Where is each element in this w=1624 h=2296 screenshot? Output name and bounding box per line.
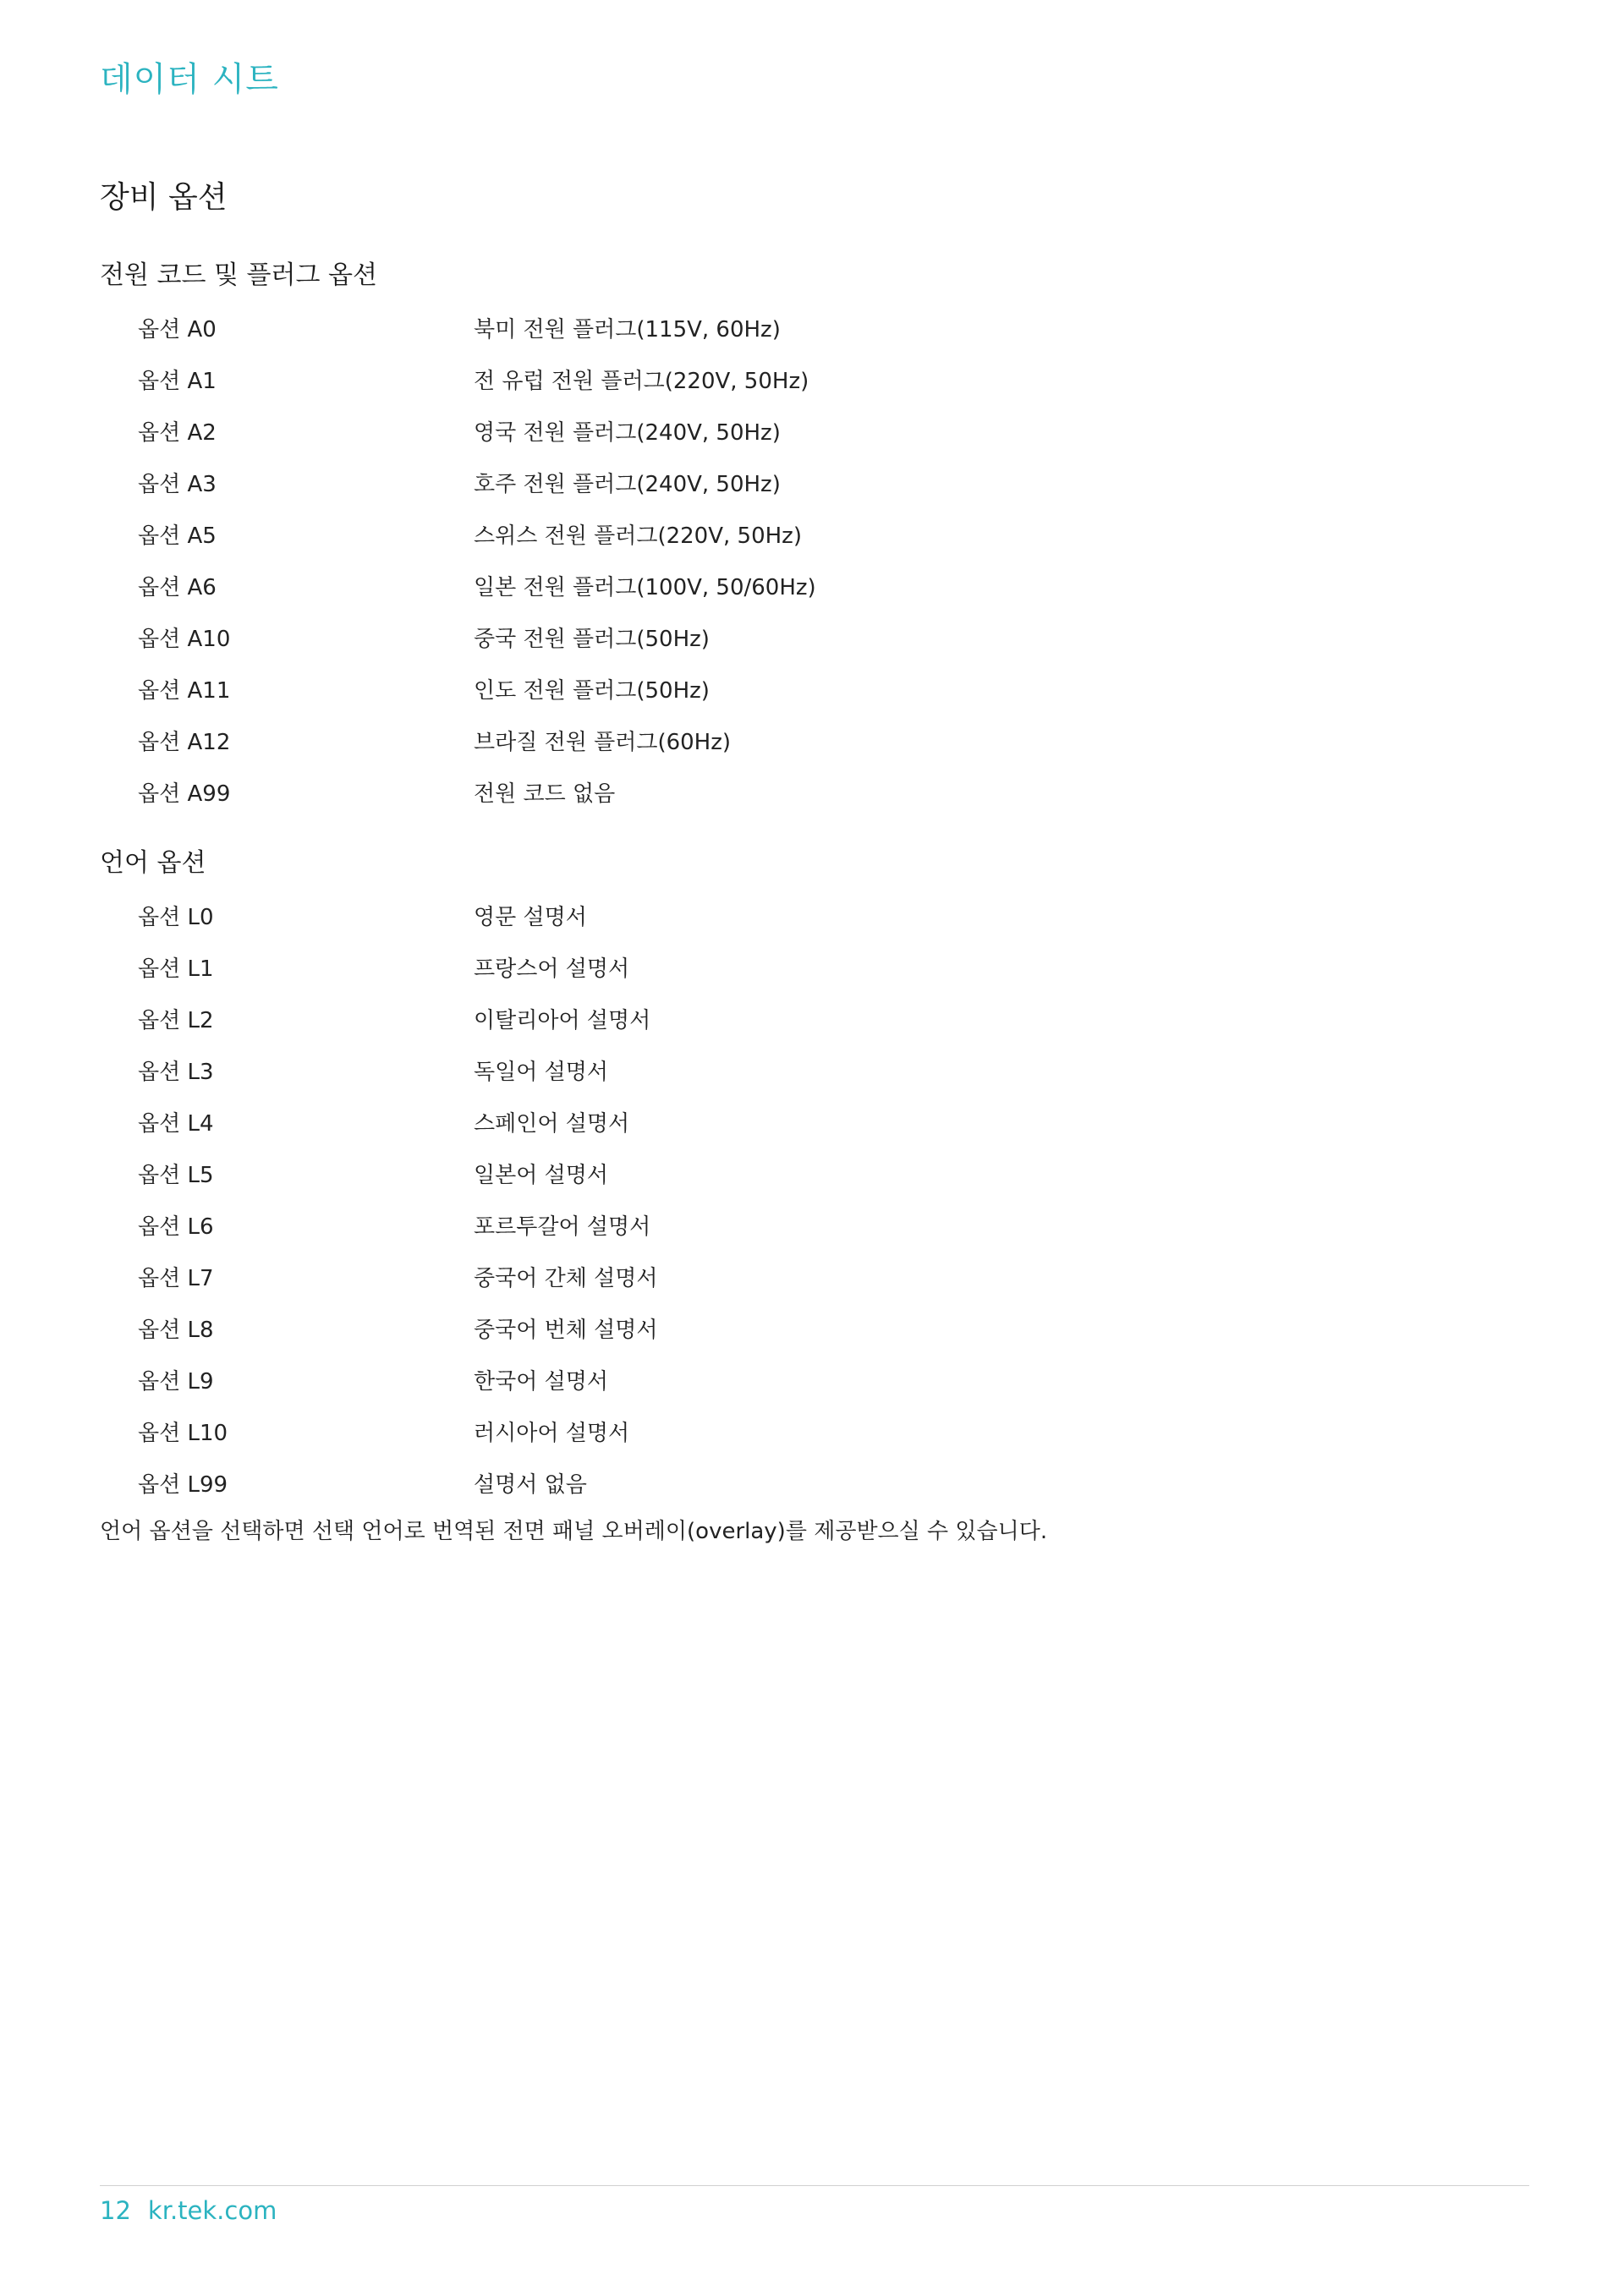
list-item (138, 1096, 1491, 1148)
option-description: 영국 전원 플러그(240V, 50Hz) (474, 420, 781, 446)
option-code: 옵션 L99 (138, 1472, 228, 1498)
subsection-title-power-options: 전원 코드 및 플러그 옵션 (100, 260, 377, 290)
list-item (138, 560, 1491, 611)
option-description: 독일어 설명서 (474, 1060, 608, 1085)
option-code: 옵션 L4 (138, 1111, 214, 1137)
list-item (138, 1354, 1491, 1406)
list-item (138, 405, 1491, 457)
option-code: 옵션 A5 (138, 523, 217, 549)
option-code: 옵션 L7 (138, 1266, 214, 1291)
option-description: 중국 전원 플러그(50Hz) (474, 627, 710, 652)
option-description: 스페인어 설명서 (474, 1111, 630, 1137)
section-title-equipment-options: 장비 옵션 (100, 180, 228, 215)
option-code: 옵션 L8 (138, 1318, 214, 1343)
option-code: 옵션 L10 (138, 1421, 228, 1446)
list-item (138, 1406, 1491, 1457)
option-description: 중국어 간체 설명서 (474, 1266, 658, 1291)
list-item (138, 663, 1491, 715)
list-item (138, 941, 1491, 993)
list-item (138, 1457, 1491, 1509)
option-code: 옵션 A6 (138, 575, 217, 600)
option-code: 옵션 A10 (138, 627, 231, 652)
option-code: 옵션 L0 (138, 905, 214, 930)
option-code: 옵션 A3 (138, 472, 217, 497)
list-item (138, 353, 1491, 405)
list-item (138, 1251, 1491, 1302)
list-item (138, 1302, 1491, 1354)
list-item (138, 508, 1491, 560)
option-description: 인도 전원 플러그(50Hz) (474, 678, 710, 704)
option-description: 전 유럽 전원 플러그(220V, 50Hz) (474, 369, 809, 394)
page-number: 12 (100, 2196, 131, 2225)
footer-divider (100, 2185, 1529, 2186)
option-description: 프랑스어 설명서 (474, 956, 630, 982)
option-description: 설명서 없음 (474, 1472, 587, 1498)
option-description: 일본어 설명서 (474, 1163, 608, 1188)
option-description: 스위스 전원 플러그(220V, 50Hz) (474, 523, 802, 549)
page-header-title: 데이터 시트 (100, 60, 279, 99)
option-code: 옵션 A2 (138, 420, 217, 446)
list-item (138, 611, 1491, 663)
footer-website-link[interactable]: kr.tek.com (147, 2196, 277, 2225)
option-description: 이탈리아어 설명서 (474, 1008, 651, 1033)
option-code: 옵션 A11 (138, 678, 231, 704)
option-description: 중국어 번체 설명서 (474, 1318, 658, 1343)
option-code: 옵션 L6 (138, 1214, 214, 1240)
list-item (138, 1044, 1491, 1096)
option-code: 옵션 A1 (138, 369, 217, 394)
list-item (138, 302, 1491, 353)
list-item (138, 457, 1491, 508)
option-description: 러시아어 설명서 (474, 1421, 630, 1446)
option-description: 전원 코드 없음 (474, 781, 616, 807)
option-description: 영문 설명서 (474, 905, 587, 930)
list-item (138, 890, 1491, 941)
option-code: 옵션 L9 (138, 1369, 214, 1395)
language-option-note: 언어 옵션을 선택하면 선택 언어로 번역된 전면 패널 오버레이(overlay)를 제공받으실 수 있습니다. (100, 1519, 1048, 1544)
option-code: 옵션 A0 (138, 317, 217, 342)
list-item (138, 1148, 1491, 1199)
option-code: 옵션 A99 (138, 781, 231, 807)
option-code: 옵션 A12 (138, 730, 231, 755)
power-option-list (138, 302, 1491, 818)
page-footer (100, 2196, 277, 2225)
option-code: 옵션 L2 (138, 1008, 214, 1033)
list-item (138, 993, 1491, 1044)
list-item (138, 1199, 1491, 1251)
option-description: 브라질 전원 플러그(60Hz) (474, 730, 732, 755)
option-description: 한국어 설명서 (474, 1369, 608, 1395)
option-description: 일본 전원 플러그(100V, 50/60Hz) (474, 575, 816, 600)
language-option-list (138, 890, 1491, 1509)
option-code: 옵션 L5 (138, 1163, 214, 1188)
option-description: 호주 전원 플러그(240V, 50Hz) (474, 472, 781, 497)
list-item (138, 766, 1491, 818)
option-description: 포르투갈어 설명서 (474, 1214, 651, 1240)
subsection-title-language-options: 언어 옵션 (100, 848, 206, 878)
option-code: 옵션 L1 (138, 956, 214, 982)
list-item (138, 715, 1491, 766)
option-code: 옵션 L3 (138, 1060, 214, 1085)
option-description: 북미 전원 플러그(115V, 60Hz) (474, 317, 781, 342)
